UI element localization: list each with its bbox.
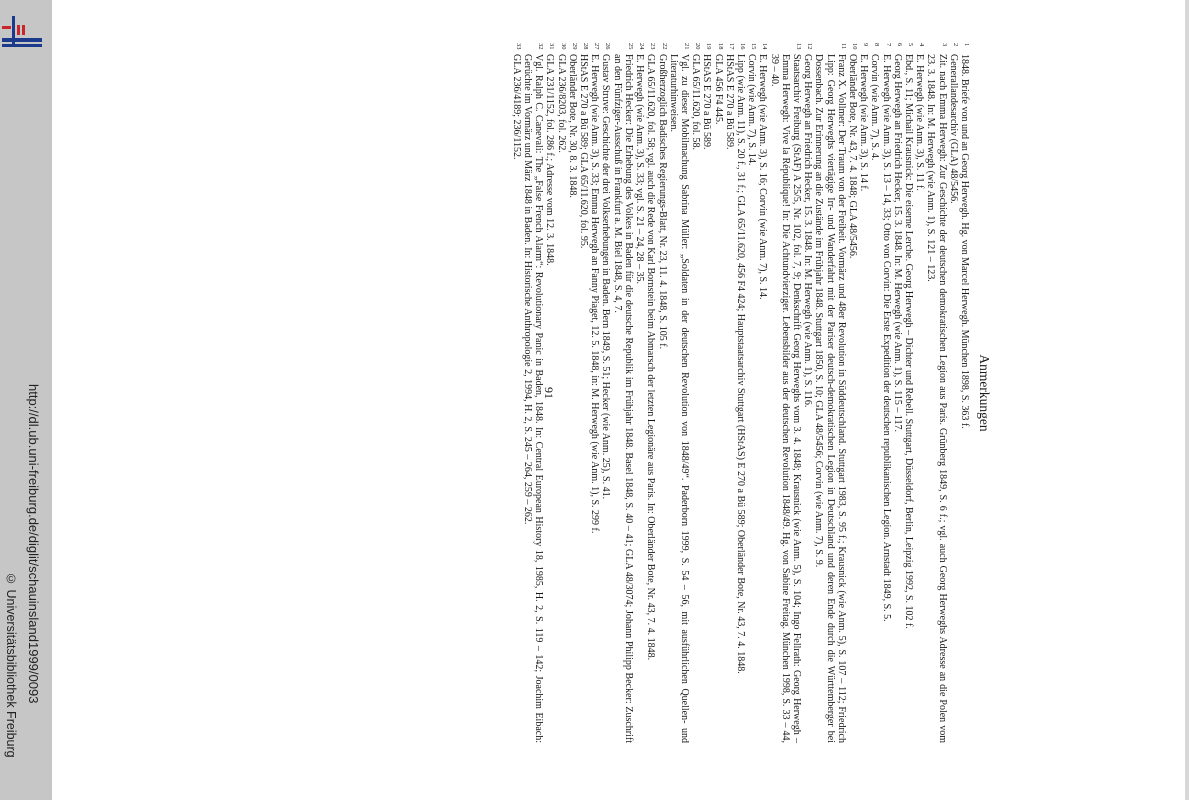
page-title: Anmerkungen <box>977 354 992 432</box>
endnote-item <box>847 43 858 743</box>
endnote-number: 31 <box>548 43 556 50</box>
endnote-item <box>555 43 566 743</box>
endnote-text: HStAS E 270 a Bü 589. <box>701 54 713 150</box>
ub-freiburg-logo-icon <box>0 8 44 52</box>
endnote-item <box>858 43 869 743</box>
endnote-number: 21 <box>682 43 690 50</box>
endnote-number: 18 <box>716 43 724 50</box>
endnotes-list <box>511 43 970 743</box>
endnote-item <box>567 43 578 743</box>
endnote-text: GLA 236/4189; 236/1152. <box>510 54 522 160</box>
endnote-item <box>656 43 667 743</box>
endnote-item <box>712 43 723 743</box>
endnote-item <box>892 43 903 743</box>
endnote-text: Oberländer Bote, Nr. 30, 8. 3. 1848. <box>566 54 578 198</box>
right-edge-divider <box>1185 0 1189 800</box>
endnote-text: Großherzoglich Badisches Regierungs-Blatt, Nr. 23, 11. 4. 1848, S. 105 f. <box>656 54 668 350</box>
endnote-number: 23 <box>649 43 657 50</box>
endnote-item <box>612 43 634 743</box>
endnote-number: 2 <box>951 43 959 47</box>
endnote-item <box>903 43 914 743</box>
endnote-number: 6 <box>895 43 903 47</box>
endnote-text: E. Herwegh (wie Anm. 3), S. 14 f. <box>858 54 870 192</box>
endnote-item <box>757 43 768 743</box>
endnote-item <box>511 43 522 743</box>
endnote-text: E. Herwegh (wie Anm. 3), S. 11 f. <box>914 54 926 191</box>
endnote-number: 24 <box>638 43 646 50</box>
endnote-item <box>645 43 656 743</box>
endnote-number: 29 <box>570 43 578 50</box>
endnote-text: HStAS E 270 a Bü 589. <box>723 54 735 150</box>
endnote-number: 1 <box>963 43 970 47</box>
endnote-number: 32 <box>537 43 545 50</box>
endnote-item <box>578 43 589 743</box>
endnote-number: 25 <box>626 43 634 50</box>
endnote-number: 12 <box>806 43 814 50</box>
endnote-number: 15 <box>750 43 758 50</box>
endnote-text: Oberländer Bote, Nr. 43, 7. 4. 1848; GLA 48/5456. <box>846 54 858 259</box>
endnote-number: 33 <box>514 43 522 50</box>
page-content-rotated <box>282 43 992 743</box>
endnote-text: GLA 65/11.620, fol. 58. <box>690 54 702 151</box>
endnote-number: 3 <box>940 43 948 47</box>
endnote-text: HStAS E 270 a Bü 589; GLA 65/11.620, fol. 95. <box>578 54 590 249</box>
endnote-item <box>925 43 947 743</box>
endnote-item <box>724 43 735 743</box>
endnote-item <box>813 43 847 743</box>
endnote-number: 30 <box>559 43 567 50</box>
endnote-text: GLA 456 F4 445. <box>712 54 724 125</box>
endnote-text: E. Herwegh (wie Anm. 3), S. 16; Corvin (wie Anm. 7), S. 14. <box>757 54 769 300</box>
viewer-sidebar <box>0 0 52 800</box>
endnote-text: E. Herwegh (wie Anm. 3), S. 33; vgl. S. 21 – 24, 28 – 35. <box>634 54 646 284</box>
endnote-item <box>690 43 701 743</box>
endnote-number: 8 <box>873 43 881 47</box>
endnote-item <box>880 43 891 743</box>
endnote-text: Gustav Struve: Geschichte der drei Volkserhebungen in Baden. Bern 1849, S. 51; Hecker (wie Anm. 25), S. 41. <box>600 54 612 500</box>
endnote-text: Georg Herwegh an Friedrich Hecker, 15. 3. 1848. In: M. Herwegh (wie Anm. 1), S. 116. <box>802 54 814 408</box>
endnote-number: 27 <box>593 43 601 50</box>
endnote-number: 19 <box>705 43 713 50</box>
endnote-item <box>735 43 746 743</box>
endnote-number: 9 <box>862 43 870 47</box>
endnote-number: 11 <box>839 43 847 50</box>
endnote-number: 28 <box>582 43 590 50</box>
endnote-text: Generallandesarchiv (GLA) 48/5456. <box>947 54 959 204</box>
endnote-text: Friedrich Hecker: Die Erhebung des Volkes in Baden für die deutsche Republik im Frühjahr 1848. Basel 1848, S. 40 – 41; GLA 48/3074; Johann Philipp Becker: Zuschrift an den Fünfziger-Ausschuß in Frankfurt a. M. Biel 1848, S. 4, 7. <box>611 54 634 743</box>
endnote-text: Franz X. Vollmer: Der Traum von der Freiheit. Vormärz und 48er Revolution in Süddeutschland. Stuttgart 1983, S. 95 f.; Krausnick (wie Anm. 5), S. 107 – 112; Friedrich Lipp: Georg Herweghs viertägige Irr- und Wanderfahrt mit der Pariser deutsch-demokratischen Legion in Deutschland und deren Ende durch die Württemberger bei Dossenbach. Zur Erinnerung an die Zustände im Frühjahr 1848. Stuttgart 1850, S. 10; GLA 48/5456; Corvin (wie Anm. 7), S. 9. <box>813 54 847 743</box>
endnote-item <box>948 43 959 743</box>
endnote-item <box>802 43 813 743</box>
endnote-text: E. Herwegh (wie Anm. 3), S. 33; Emma Herwegh an Fanny Piaget, 12. 5. 1848, in: M. Herwegh (wie Anm. 1), S. 299 f. <box>589 54 601 534</box>
endnote-number: 16 <box>738 43 746 50</box>
endnote-item <box>746 43 757 743</box>
endnote-text: Ebd., S. 11; Michail Krausnick: Die eiserne Lerche. Georg Herwegh – Dichter und Rebell. Stuttgart, Düsseldorf, Berlin, Leipzig 1992, S. 102 f. <box>902 54 914 629</box>
endnote-text: Zit. nach Emma Herwegh: Zur Geschichte der deutschen demokratischen Legion aus Paris. Grünberg 1849, S. 6 f.; vgl. auch Georg Herweghs Adresse an die Polen vom 23. 3. 1848. In: M. Herwegh (wie Anm. 1), S. 121 – 123. <box>925 54 948 743</box>
endnote-text: Georg Herwegh an Friedrich Hecker, 15. 3. 1848. In: M. Herwegh (wie Anm. 1), S. 115 – 117. <box>891 54 903 433</box>
endnote-text: GLA 236/8203, fol. 262. <box>555 54 567 153</box>
endnote-number: 5 <box>906 43 914 47</box>
endnote-number: 22 <box>660 43 668 50</box>
endnote-text: Vgl. zu dieser Mobilmachung Sabrina Müller: „Soldaten in der deutschen Revolution von 1848/49“. Paderborn 1999, S. 54 – 56, mit ausführlichen Quellen- und Literaturhinweisen. <box>667 54 690 743</box>
endnote-number: 13 <box>794 43 802 50</box>
endnote-item <box>959 43 970 743</box>
endnote-number: 26 <box>604 43 612 50</box>
endnote-text: GLA 65/11.620, fol. 58; vgl. auch die Rede von Karl Bornstein beim Abmarsch der letzten Legionäre aus Paris. In: Oberländer Bote, Nr. 43, 7. 4. 1848. <box>645 54 657 661</box>
endnote-item <box>634 43 645 743</box>
endnote-text: Vgl. Ralph C. Canevali: The „False French Alarm“: Revolutionary Panic in Baden, 1848. In: Central European History 18, 1985, H. 2, S. 119 – 142; Joachim Eibach: Gerüchte im Vormärz und März 1848 in Baden. In: Historische Anthropologie 2, 1994, H. 2, S. 245 – 264, 259 – 262. <box>522 54 545 743</box>
endnote-text: Staatsarchiv Freiburg (StAF) A 25/5, Nr. 102, fol. 7, 9; Denkschrift Georg Herweghs vom 3. 4. 1848; Krausnick (wie Anm. 5), S. 104; Ingo Fellrath: Georg Herwegh – Emma Herwegh: Vive la République! In: Die Achtundvierziger. Lebensbilder aus der deutschen Revolution 1848/49. Hg. von Sabine Freitag. München 1998, S. 33 – 44, 39 – 40. <box>768 54 802 743</box>
endnote-item <box>869 43 880 743</box>
endnote-number: 20 <box>694 43 702 50</box>
endnote-number: 17 <box>727 43 735 50</box>
endnote-text: Corvin (wie Anm. 7), S. 4. <box>869 54 881 161</box>
endnote-text: Corvin (wie Anm. 7), S. 14. <box>746 54 758 166</box>
endnote-text: 1848. Briefe von und an Georg Herwegh. Hg. von Marcel Herwegh. München 1898, S. 363 f. <box>959 54 970 429</box>
endnote-text: GLA 231/1152, fol. 286 f.; Adresse vom 12. 3. 1848. <box>544 54 556 266</box>
source-url-link[interactable]: http://dl.ub.uni-freiburg.de/diglit/schauinsland1999/0093 <box>26 384 41 704</box>
endnote-item <box>701 43 712 743</box>
endnote-number: 4 <box>918 43 926 47</box>
page-number: 91 <box>542 387 556 399</box>
endnote-item <box>600 43 611 743</box>
endnote-item <box>589 43 600 743</box>
copyright-text: © Universitätsbibliothek Freiburg <box>4 572 18 758</box>
endnote-text: Lipp (wie Anm. 11), S. 20 f., 31 f.; GLA 65/11.620, 456 F4 424; Hauptstaatsarchiv Stuttgart (HStAS) E 270 a Bü 589; Oberländer Bote, Nr. 43, 7. 4. 1848. <box>734 54 746 674</box>
endnote-item <box>914 43 925 743</box>
endnote-number: 10 <box>850 43 858 50</box>
endnote-number: 7 <box>884 43 892 47</box>
endnote-text: E. Herwegh (wie Anm. 3), S. 13 – 14, 33; Otto von Corvin: Die Erste Expedition der deutschen republikanischen Legion. Arnstadt 1849, S. 5. <box>880 54 892 622</box>
endnote-item <box>768 43 802 743</box>
endnote-item <box>668 43 690 743</box>
endnote-number: 14 <box>761 43 769 50</box>
scanned-page <box>282 43 992 743</box>
